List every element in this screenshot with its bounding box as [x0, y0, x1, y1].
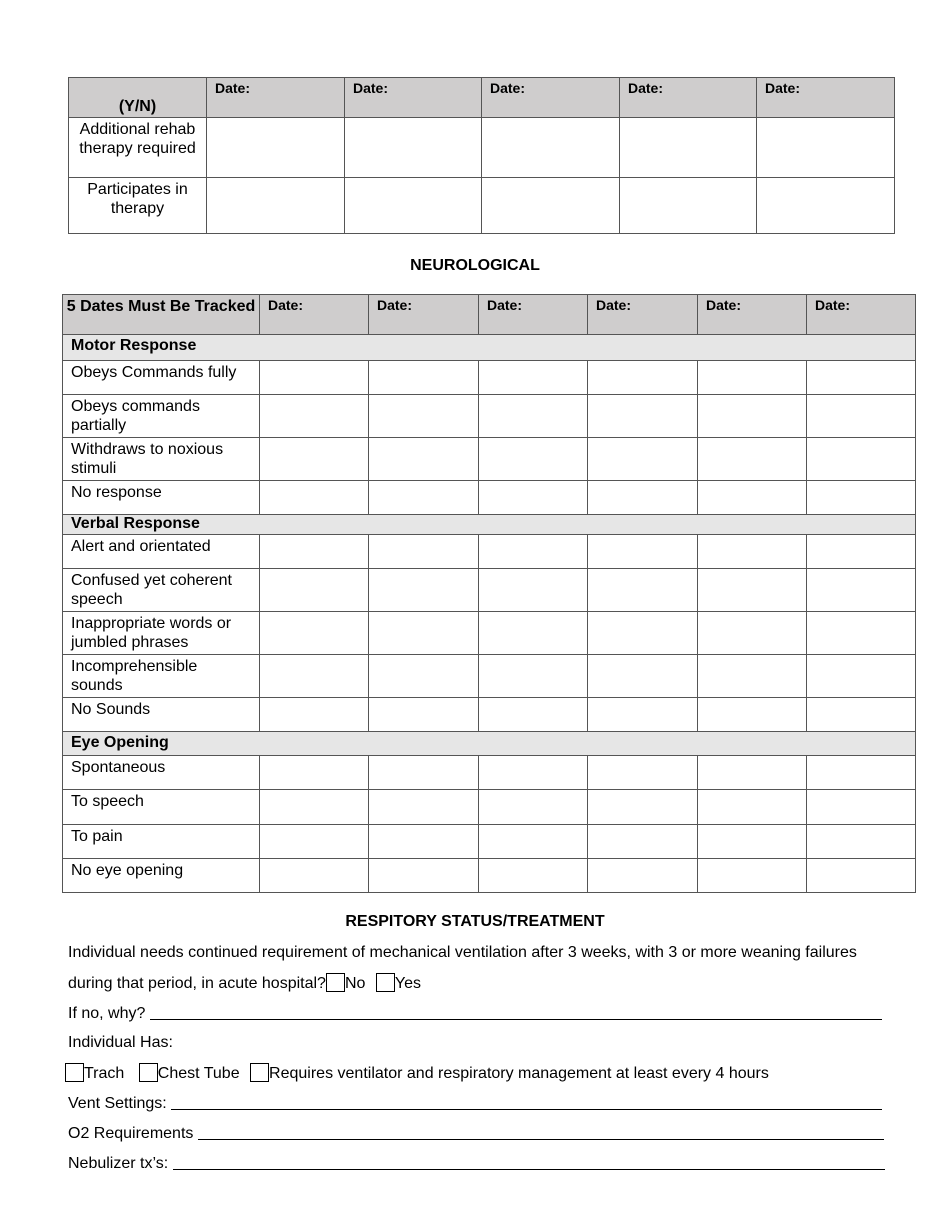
o2-line: [68, 1123, 884, 1144]
entry-cell[interactable]: [260, 438, 369, 481]
no-label: No: [344, 975, 366, 992]
entry-cell[interactable]: [369, 756, 479, 790]
nebulizer-line: [68, 1153, 885, 1174]
entry-cell[interactable]: [207, 118, 345, 178]
entry-cell[interactable]: [479, 698, 588, 732]
entry-cell[interactable]: [807, 361, 916, 395]
chest-tube-label: Chest Tube: [157, 1065, 240, 1082]
entry-cell[interactable]: [369, 395, 479, 438]
entry-cell[interactable]: [260, 859, 369, 893]
entry-cell[interactable]: [807, 395, 916, 438]
date-header[interactable]: Date:: [260, 295, 369, 335]
entry-cell[interactable]: [588, 859, 698, 893]
entry-cell[interactable]: [260, 655, 369, 698]
if-no-line: [68, 1003, 882, 1024]
entry-cell[interactable]: [369, 790, 479, 825]
entry-cell[interactable]: [369, 569, 479, 612]
entry-cell[interactable]: [260, 756, 369, 790]
row-label: Confused yet coherent speech: [63, 569, 260, 612]
entry-cell[interactable]: [260, 612, 369, 655]
entry-cell[interactable]: [479, 825, 588, 859]
row-label: No eye opening: [63, 859, 260, 893]
entry-cell[interactable]: [698, 481, 807, 515]
entry-cell[interactable]: [588, 655, 698, 698]
rehab-table: [68, 77, 895, 234]
individual-has-label: Individual Has:: [68, 1034, 173, 1051]
entry-cell[interactable]: [260, 535, 369, 569]
date-header[interactable]: Date:: [345, 78, 482, 118]
trach-checkbox[interactable]: [65, 1063, 84, 1082]
entry-cell[interactable]: [479, 859, 588, 893]
entry-cell[interactable]: [588, 569, 698, 612]
entry-cell[interactable]: [698, 361, 807, 395]
entry-cell[interactable]: [807, 438, 916, 481]
entry-cell[interactable]: [698, 756, 807, 790]
entry-cell[interactable]: [588, 756, 698, 790]
neuro-header: 5 Dates Must Be Tracked: [63, 295, 260, 335]
entry-cell[interactable]: [479, 612, 588, 655]
entry-cell[interactable]: [807, 790, 916, 825]
entry-cell[interactable]: [588, 612, 698, 655]
trach-label: Trach: [84, 1065, 125, 1082]
row-label: Obeys Commands fully: [63, 361, 260, 395]
resp-question-line2: [68, 973, 421, 994]
date-header[interactable]: Date:: [698, 295, 807, 335]
section-verbal-response: Verbal Response: [63, 515, 916, 535]
entry-cell[interactable]: [260, 698, 369, 732]
entry-cell[interactable]: [698, 859, 807, 893]
entry-cell[interactable]: [807, 481, 916, 515]
entry-cell[interactable]: [620, 178, 757, 234]
if-no-field[interactable]: [150, 1003, 882, 1020]
row-label: No Sounds: [63, 698, 260, 732]
entry-cell[interactable]: [260, 481, 369, 515]
entry-cell[interactable]: [588, 535, 698, 569]
date-header[interactable]: Date:: [479, 295, 588, 335]
entry-cell[interactable]: [698, 535, 807, 569]
entry-cell[interactable]: [369, 698, 479, 732]
neuro-table: [62, 294, 916, 893]
vent-settings-field[interactable]: [171, 1093, 882, 1110]
entry-cell[interactable]: [260, 361, 369, 395]
entry-cell[interactable]: [207, 178, 345, 234]
row-label: Additional rehab therapy required: [69, 118, 207, 178]
entry-cell[interactable]: [588, 438, 698, 481]
entry-cell[interactable]: [479, 535, 588, 569]
entry-cell[interactable]: [698, 569, 807, 612]
entry-cell[interactable]: [807, 756, 916, 790]
entry-cell[interactable]: [369, 438, 479, 481]
date-header[interactable]: Date:: [807, 295, 916, 335]
entry-cell[interactable]: [369, 361, 479, 395]
entry-cell[interactable]: [807, 655, 916, 698]
vent-settings-line: [68, 1093, 882, 1114]
entry-cell[interactable]: [588, 395, 698, 438]
date-header[interactable]: Date:: [620, 78, 757, 118]
entry-cell[interactable]: [479, 790, 588, 825]
entry-cell[interactable]: [588, 481, 698, 515]
row-label: Alert and orientated: [63, 535, 260, 569]
resp-title: RESPITORY STATUS/TREATMENT: [345, 913, 605, 930]
nebulizer-label: Nebulizer tx’s:: [68, 1155, 169, 1172]
section-motor-response: Motor Response: [63, 335, 916, 361]
row-label: Spontaneous: [63, 756, 260, 790]
entry-cell[interactable]: [369, 481, 479, 515]
entry-cell[interactable]: [482, 118, 620, 178]
entry-cell[interactable]: [698, 655, 807, 698]
row-label: Participates in therapy: [69, 178, 207, 234]
resp-question-text: during that period, in acute hospital?: [68, 975, 326, 992]
yn-header: (Y/N): [69, 78, 207, 118]
entry-cell[interactable]: [479, 655, 588, 698]
neuro-title: NEUROLOGICAL: [410, 257, 540, 274]
entry-cell[interactable]: [482, 178, 620, 234]
entry-cell[interactable]: [588, 825, 698, 859]
entry-cell[interactable]: [260, 395, 369, 438]
entry-cell[interactable]: [807, 569, 916, 612]
date-header[interactable]: Date:: [482, 78, 620, 118]
entry-cell[interactable]: [369, 825, 479, 859]
entry-cell[interactable]: [698, 395, 807, 438]
row-label: Obeys commands partially: [63, 395, 260, 438]
entry-cell[interactable]: [807, 859, 916, 893]
entry-cell[interactable]: [369, 612, 479, 655]
row-label: To speech: [63, 790, 260, 825]
row-label: Inappropriate words or jumbled phrases: [63, 612, 260, 655]
entry-cell[interactable]: [260, 790, 369, 825]
entry-cell[interactable]: [345, 178, 482, 234]
entry-cell[interactable]: [369, 655, 479, 698]
date-header[interactable]: Date:: [588, 295, 698, 335]
entry-cell[interactable]: [479, 569, 588, 612]
entry-cell[interactable]: [757, 118, 895, 178]
entry-cell[interactable]: [345, 118, 482, 178]
nebulizer-field[interactable]: [173, 1153, 885, 1170]
date-header[interactable]: Date:: [207, 78, 345, 118]
entry-cell[interactable]: [807, 825, 916, 859]
entry-cell[interactable]: [369, 535, 479, 569]
entry-cell[interactable]: [479, 481, 588, 515]
entry-cell[interactable]: [588, 698, 698, 732]
equipment-line: [65, 1063, 769, 1084]
no-checkbox[interactable]: [326, 973, 345, 992]
entry-cell[interactable]: [807, 535, 916, 569]
o2-field[interactable]: [198, 1123, 884, 1140]
entry-cell[interactable]: [588, 361, 698, 395]
entry-cell[interactable]: [369, 859, 479, 893]
vent-settings-label: Vent Settings:: [68, 1095, 167, 1112]
chest-tube-checkbox[interactable]: [139, 1063, 158, 1082]
entry-cell[interactable]: [807, 612, 916, 655]
date-header[interactable]: Date:: [757, 78, 895, 118]
entry-cell[interactable]: [698, 825, 807, 859]
entry-cell[interactable]: [620, 118, 757, 178]
entry-cell[interactable]: [698, 790, 807, 825]
entry-cell[interactable]: [260, 825, 369, 859]
yes-checkbox[interactable]: [376, 973, 395, 992]
date-header[interactable]: Date:: [369, 295, 479, 335]
entry-cell[interactable]: [757, 178, 895, 234]
vent-management-label: Requires ventilator and respiratory management at least every 4 hours: [269, 1065, 769, 1082]
entry-cell[interactable]: [479, 361, 588, 395]
entry-cell[interactable]: [807, 698, 916, 732]
section-eye-opening: Eye Opening: [63, 732, 916, 756]
resp-question-line1: Individual needs continued requirement of mechanical ventilation after 3 weeks, with 3 or more weaning failures: [68, 944, 857, 961]
entry-cell[interactable]: [698, 698, 807, 732]
yes-label: Yes: [394, 975, 421, 992]
entry-cell[interactable]: [479, 395, 588, 438]
entry-cell[interactable]: [588, 790, 698, 825]
if-no-label: If no, why?: [68, 1005, 146, 1022]
entry-cell[interactable]: [698, 612, 807, 655]
row-label: No response: [63, 481, 260, 515]
vent-management-checkbox[interactable]: [250, 1063, 269, 1082]
entry-cell[interactable]: [698, 438, 807, 481]
row-label: Incomprehensible sounds: [63, 655, 260, 698]
o2-label: O2 Requirements: [68, 1125, 194, 1142]
row-label: To pain: [63, 825, 260, 859]
row-label: Withdraws to noxious stimuli: [63, 438, 260, 481]
entry-cell[interactable]: [479, 438, 588, 481]
entry-cell[interactable]: [260, 569, 369, 612]
entry-cell[interactable]: [479, 756, 588, 790]
